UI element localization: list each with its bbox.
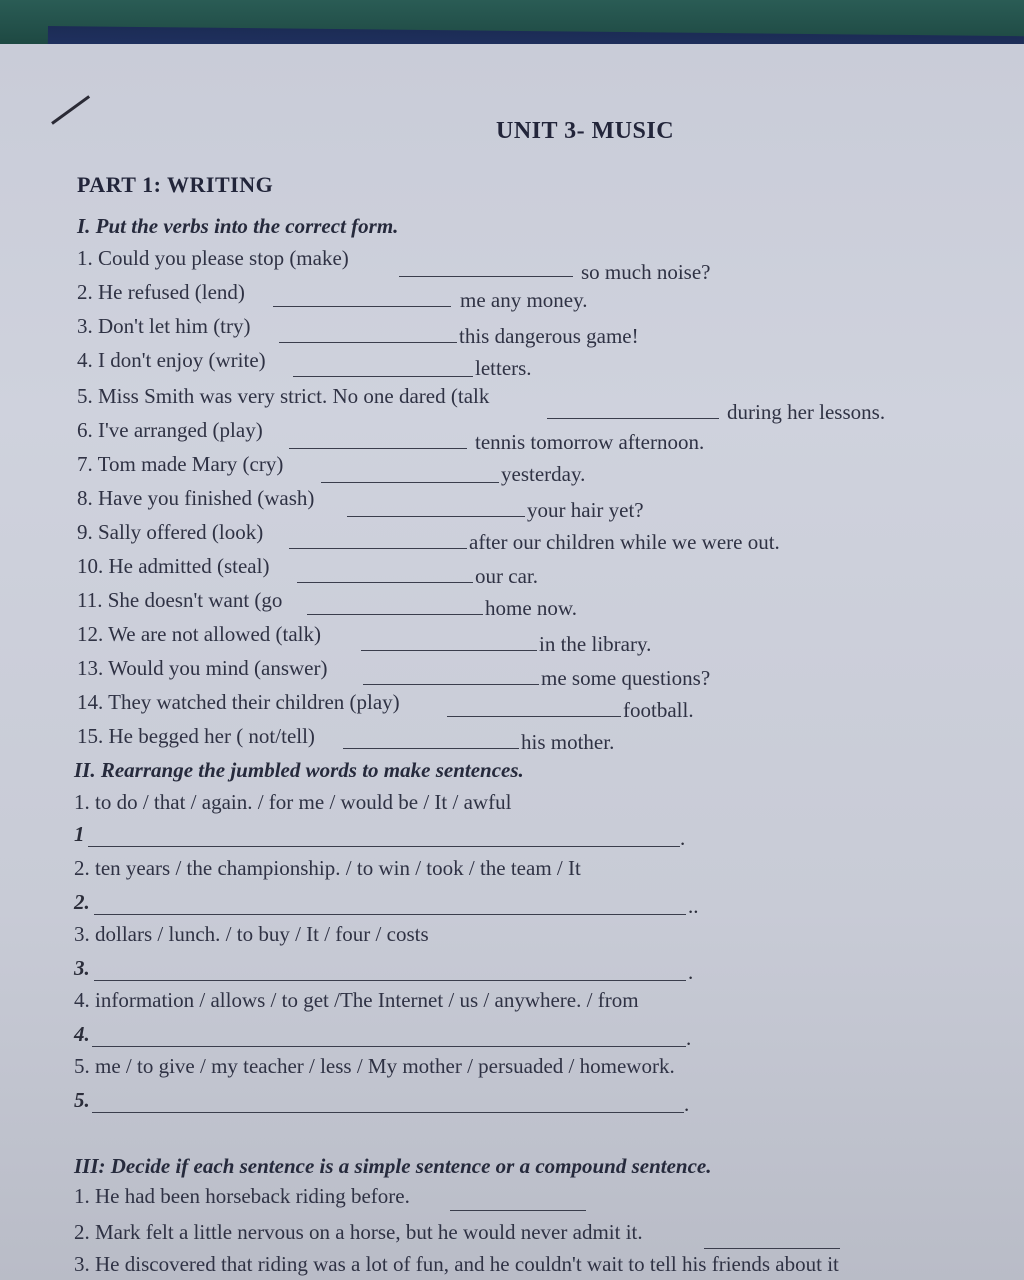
answer-blank[interactable] [547,418,719,419]
answer-line[interactable] [92,1046,686,1047]
exercise-prompt: 9. Sally offered (look) [77,520,264,544]
exercise-prompt: 14. They watched their children (play) [77,690,400,714]
line-end: . [686,1026,692,1050]
pen-mark [51,95,90,124]
exercise-rest: after our children while we were out. [469,530,780,554]
exercise-prompt: 2. He refused (lend) [77,280,245,304]
exercise-prompt: 12. We are not allowed (talk) [77,622,322,646]
exercise-rest: yesterday. [501,462,586,486]
answer-blank[interactable] [289,548,467,549]
jumbled-prompt: 4. information / allows / to get /The Internet / us / anywhere. / from [74,988,639,1012]
exercise-prompt: 13. Would you mind (answer) [77,656,328,680]
exercise-rest: our car. [475,564,538,588]
exercise-prompt: 1. Could you please stop (make) [77,246,349,270]
answer-label: 2. [74,890,90,914]
answer-line[interactable] [88,846,680,847]
answer-blank[interactable] [343,748,519,749]
line-end: .. [688,894,699,918]
exercise-prompt: 11. She doesn't want (go [77,588,283,612]
exercise-rest: football. [623,698,694,722]
exercise-rest: his mother. [521,730,615,754]
answer-label: 4. [74,1022,90,1046]
line-end: . [684,1092,690,1116]
answer-line[interactable] [94,914,686,915]
exercise-rest: me any money. [460,288,588,312]
exercise-prompt: 6. I've arranged (play) [77,418,263,442]
answer-label: 5. [74,1088,90,1112]
section1-heading: I. Put the verbs into the correct form. [77,214,399,238]
answer-label: 1 [74,822,85,846]
unit-title: UNIT 3- MUSIC [496,118,675,144]
line-end: . [680,826,686,850]
sentence-text: 2. Mark felt a little nervous on a horse, but he would never admit it. [74,1220,643,1244]
exercise-rest: so much noise? [581,260,711,284]
jumbled-prompt: 2. ten years / the championship. / to win / took / the team / It [74,856,581,880]
part-title: PART 1: WRITING [77,172,274,197]
answer-blank[interactable] [307,614,483,615]
exercise-rest: this dangerous game! [459,324,639,348]
worksheet-page [0,44,1024,1280]
answer-blank[interactable] [450,1210,586,1211]
answer-blank[interactable] [321,482,499,483]
sentence-text: 1. He had been horseback riding before. [74,1184,410,1208]
answer-blank[interactable] [704,1248,840,1249]
exercise-rest: your hair yet? [527,498,644,522]
answer-blank[interactable] [297,582,473,583]
answer-blank[interactable] [293,376,473,377]
exercise-prompt: 8. Have you finished (wash) [77,486,315,510]
answer-blank[interactable] [361,650,537,651]
jumbled-prompt: 1. to do / that / again. / for me / would be / It / awful [74,790,512,814]
answer-blank[interactable] [399,276,573,277]
answer-line[interactable] [94,980,686,981]
answer-line[interactable] [92,1112,684,1113]
answer-blank[interactable] [347,516,525,517]
section3-heading: III: Decide if each sentence is a simple sentence or a compound sentence. [74,1154,712,1178]
answer-blank[interactable] [289,448,467,449]
answer-label: 3. [74,956,90,980]
answer-blank[interactable] [273,306,451,307]
exercise-prompt: 4. I don't enjoy (write) [77,348,266,372]
exercise-prompt: 15. He begged her ( not/tell) [77,724,315,748]
exercise-rest: during her lessons. [727,400,886,424]
exercise-prompt: 10. He admitted (steal) [77,554,270,578]
exercise-prompt: 3. Don't let him (try) [77,314,251,338]
sentence-text: 3. He discovered that riding was a lot of fun, and he couldn't wait to tell his friends about it [74,1252,839,1276]
answer-blank[interactable] [279,342,457,343]
exercise-rest: me some questions? [541,666,711,690]
exercise-prompt: 5. Miss Smith was very strict. No one dared (talk [77,384,490,408]
jumbled-prompt: 3. dollars / lunch. / to buy / It / four / costs [74,922,429,946]
exercise-rest: letters. [475,356,532,380]
section2-heading: II. Rearrange the jumbled words to make sentences. [74,758,524,782]
jumbled-prompt: 5. me / to give / my teacher / less / My mother / persuaded / homework. [74,1054,675,1078]
exercise-prompt: 7. Tom made Mary (cry) [77,452,284,476]
answer-blank[interactable] [447,716,621,717]
exercise-rest: tennis tomorrow afternoon. [475,430,705,454]
line-end: . [688,960,694,984]
exercise-rest: in the library. [539,632,652,656]
answer-blank[interactable] [363,684,539,685]
exercise-rest: home now. [485,596,577,620]
